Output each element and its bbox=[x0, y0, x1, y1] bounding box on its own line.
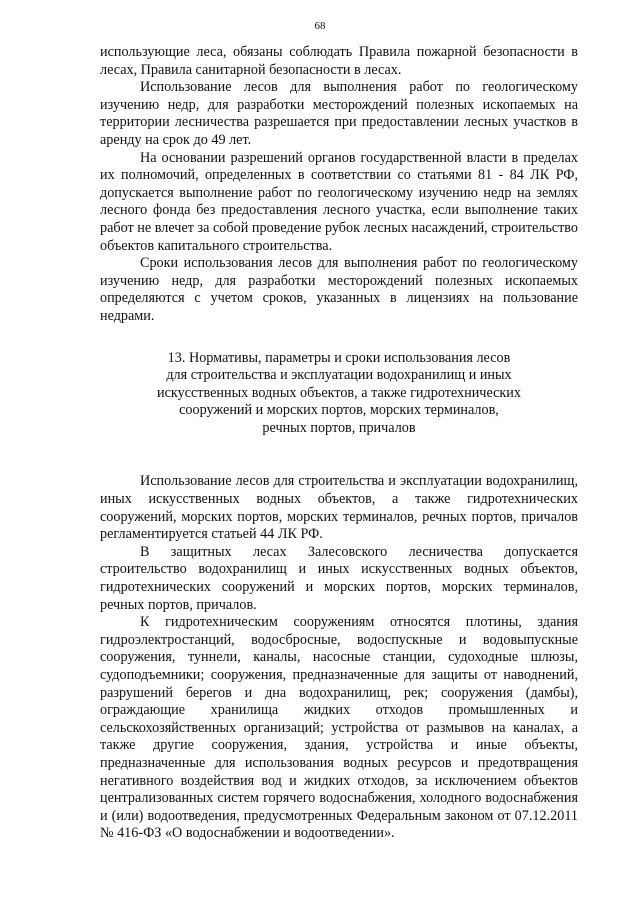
page-number: 68 bbox=[314, 20, 326, 32]
paragraph-geology-terms: Сроки использования лесов для выполнения работ по геологическому изучению недр, для разработки месторождений полезных ископаемых определяются с учетом сроков, указанных в лицензиях на пользование недрами. bbox=[100, 255, 578, 324]
section-heading-line: сооружений и морских портов, морских терминалов, bbox=[179, 402, 499, 419]
paragraph-reservoir-usage: Использование лесов для строительства и эксплуатации водохранилищ, иных искусственных водных объектов, а также гидротехнических сооружений, морских портов, морских терминалов, речных портов, причалов регламентируется статьей 44 ЛК РФ. bbox=[100, 473, 578, 543]
spacer bbox=[100, 437, 578, 473]
document-body bbox=[100, 44, 578, 843]
section-heading-line: 13. Нормативы, параметры и сроки использования лесов bbox=[167, 349, 511, 366]
paragraph-protective-forests: В защитных лесах Залесовского лесничества допускается строительство водохранилищ и иных искусственных водных объектов, гидротехнических сооружений и морских портов, морских терминалов, речных портов, причалов. bbox=[100, 543, 578, 613]
paragraph-geology-permits: На основании разрешений органов государственной власти в пределах их полномочий, определенных в соответствии со статьями 81 - 84 ЛК РФ, допускается выполнение работ по геологическому изучению недр на землях лесного фонда без предоставления лесного участка, если выполнение таких работ не влечет за собой проведение рубок лесных насаждений, строительство объектов капитального строительства. bbox=[100, 149, 578, 254]
paragraph-hydro-structures: К гидротехническим сооружениям относятся плотины, здания гидроэлектростанций, водосбросные, водоспускные и водовыпускные сооружения, туннели, каналы, насосные станции, судоходные шлюзы, судоподъемники; сооружения, предназначенные для защиты от наводнений, разрушений берегов и дна водохранилищ, рек; сооружения (дамбы), ограждающие хранилища жидких отходов промышленных и сельскохозяйственных организаций; устройства от размывов на каналах, а также другие сооружения, здания, устройства и иные объекты, предназначенные для использования водных ресурсов и предотвращения негативного воздействия вод и жидких отходов, за исключением объектов централизованных систем горячего водоснабжения, холодного водоснабжения и (или) водоотведения, предусмотренных Федеральным законом от 07.12.2011 № 416-ФЗ «О водоснабжении и водоотведении». bbox=[100, 614, 578, 842]
section-heading-line: речных портов, причалов bbox=[262, 419, 416, 436]
section-heading bbox=[100, 350, 578, 438]
section-heading-line: для строительства и эксплуатации водохранилищ и иных bbox=[166, 367, 512, 384]
section-heading-line: искусственных водных объектов, а также гидротехнических bbox=[157, 384, 521, 401]
paragraph-continuation: использующие леса, обязаны соблюдать Правила пожарной безопасности в лесах, Правила санитарной безопасности в лесах. bbox=[100, 44, 578, 78]
paragraph-geology-lease: Использование лесов для выполнения работ по геологическому изучению недр, для разработки месторождений полезных ископаемых на территории лесничества разрешается при предоставлении лесных участков в аренду на срок до 49 лет. bbox=[100, 79, 578, 148]
